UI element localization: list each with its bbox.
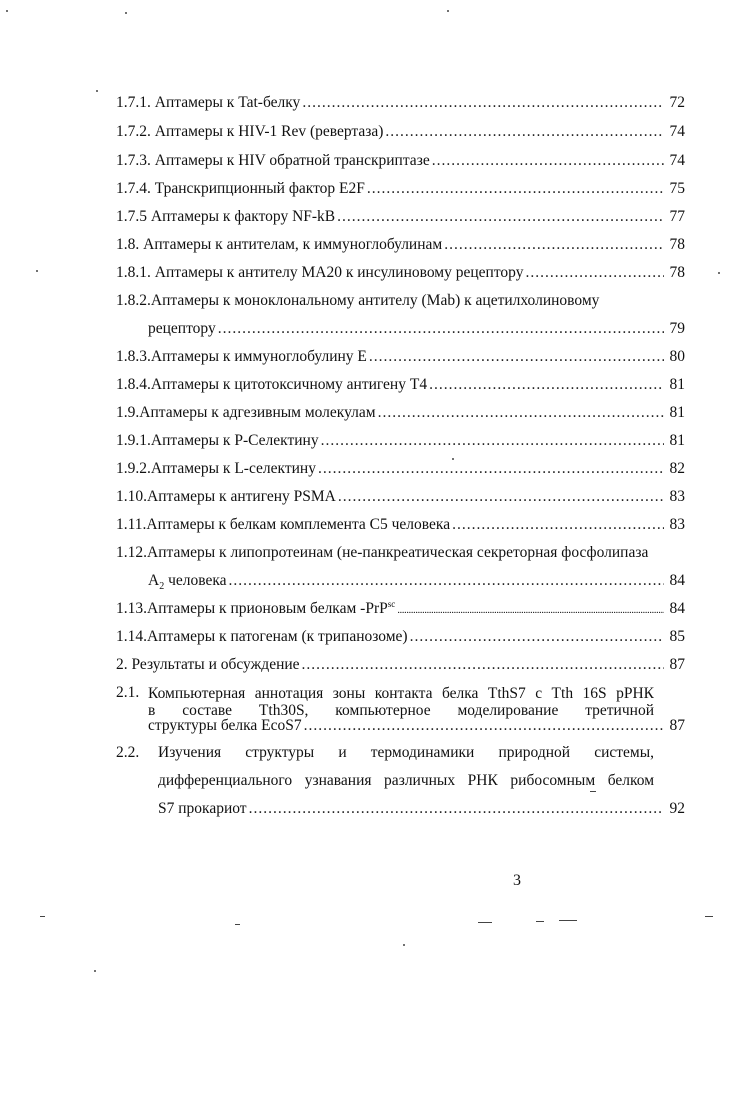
toc-entry-page: 84 — [669, 600, 685, 617]
scan-speck — [125, 12, 127, 14]
toc-leader — [432, 151, 664, 171]
toc-leader — [318, 459, 664, 479]
toc-leader — [525, 263, 664, 283]
toc-entry-title: 1.7.2. Аптамеры к HIV-1 Rev (ревертаза) — [116, 123, 384, 140]
toc-leader — [367, 179, 664, 199]
toc-entry-number: 2.1. — [116, 684, 140, 701]
toc-entry — [116, 93, 685, 113]
toc-entry-page: 74 — [669, 123, 685, 140]
toc-entry — [116, 207, 685, 227]
toc-entry-title: 1.8.2.Аптамеры к моноклональному антителу (Mab) к ацетилхолиновому — [116, 292, 600, 309]
toc-entry-title: 1.8. Аптамеры к антителам, к иммуноглобулинам — [116, 236, 443, 253]
toc-entry-page: 83 — [669, 516, 685, 533]
toc-entry — [116, 375, 685, 395]
toc-entry-title: 1.8.1. Аптамеры к антителу МА20 к инсулиновому рецептору — [116, 264, 524, 281]
scan-speck — [403, 944, 405, 946]
toc-entry-title: S7 прокариот — [158, 800, 247, 817]
toc-entry — [158, 799, 685, 819]
toc-entry-title: 1.9.2.Аптамеры к L-селектину — [116, 460, 316, 477]
toc-entry-page: 74 — [669, 152, 685, 169]
toc-leader — [302, 93, 664, 113]
toc-entry-title: дифференциального узнавания различных РНК рибосомным белком — [158, 772, 654, 789]
toc-entry — [116, 487, 685, 507]
toc-entry-title: 2. Результаты и обсуждение — [116, 656, 300, 673]
toc-entry-page: 82 — [669, 460, 685, 477]
toc-entry-title: 1.7.4. Транскрипционный фактор E2F — [116, 180, 365, 197]
toc-entry-title: 1.8.3.Аптамеры к иммуноглобулину Е — [116, 348, 367, 365]
toc-entry-title: 1.7.1. Аптамеры к Tat-белку — [116, 94, 301, 111]
toc-entry-page: 79 — [669, 320, 685, 337]
toc-entry — [116, 403, 685, 423]
toc-entry — [148, 571, 685, 591]
toc-entry-page: 84 — [669, 572, 685, 589]
toc-leader — [321, 431, 664, 451]
toc-entry-page: 92 — [669, 800, 685, 817]
toc-entry — [116, 459, 685, 479]
toc-entry-title: структуры белка EcoS7 — [148, 717, 302, 734]
scan-speck — [40, 916, 45, 917]
scan-speck — [590, 791, 596, 792]
toc-entry-title: 1.9.Аптамеры к адгезивным молекулам — [116, 404, 376, 421]
toc-leader — [229, 571, 664, 591]
toc-entry-title: 1.7.3. Аптамеры к HIV обратной транскриптазе — [116, 152, 430, 169]
toc-leader — [397, 600, 664, 620]
toc-entry-title-continued: $A_2$ человека — [148, 572, 227, 593]
scan-speck — [94, 970, 96, 972]
toc-entry-page: 87 — [669, 656, 685, 673]
toc-entry — [116, 347, 685, 367]
toc-entry-page: 75 — [669, 180, 685, 197]
scan-speck — [705, 916, 713, 917]
toc-leader — [429, 375, 664, 395]
toc-entry-title: 1.13.Аптамеры к прионовым белкам -PrP$^{sc}$ — [116, 598, 396, 617]
toc-entry-page: 78 — [669, 236, 685, 253]
toc-entry-title: 1.12.Аптамеры к липопротеинам (не-панкреатическая секреторная фосфолипаза — [116, 544, 649, 561]
toc-entry-title: в составе Tth30S, компьютерное моделирование третичной — [148, 702, 654, 719]
toc-leader — [304, 716, 664, 736]
toc-entry-page: 72 — [669, 94, 685, 111]
toc-leader — [369, 347, 664, 367]
scan-speck — [478, 922, 492, 923]
toc-leader — [444, 235, 664, 255]
toc-leader — [385, 122, 664, 142]
toc-entry — [116, 655, 685, 675]
toc-entry-title: Изучения структуры и термодинамики природной системы, — [158, 744, 654, 761]
toc-entry-number: 2.2. — [116, 744, 140, 761]
toc-entry-page: 81 — [669, 432, 685, 449]
toc-entry-page: 85 — [669, 628, 685, 645]
scan-speck — [559, 920, 577, 921]
scan-speck — [36, 270, 38, 272]
toc-entry-page: 78 — [669, 264, 685, 281]
toc-entry — [148, 319, 685, 339]
toc-leader — [338, 487, 664, 507]
toc-entry — [116, 151, 685, 171]
scan-speck — [447, 10, 449, 12]
toc-leader — [337, 207, 664, 227]
toc-entry-title: Компьютерная аннотация зоны контакта белка TthS7 с Tth 16S рРНК — [148, 685, 654, 702]
scan-speck — [452, 458, 454, 460]
toc-entry-page: 80 — [669, 348, 685, 365]
toc-entry-page: 77 — [669, 208, 685, 225]
toc-entry-title: 1.8.4.Аптамеры к цитотоксичному антигену Т4 — [116, 376, 428, 393]
scan-speck — [6, 10, 8, 12]
toc-entry — [116, 515, 685, 535]
scan-speck — [96, 90, 98, 92]
toc-leader — [302, 655, 664, 675]
toc-entry-title: 1.14.Аптамеры к патогенам (к трипанозоме) — [116, 628, 408, 645]
scan-speck — [536, 921, 544, 922]
toc-entry-page: 83 — [669, 488, 685, 505]
toc-entry-page: 81 — [669, 376, 685, 393]
page-number: 3 — [513, 872, 521, 889]
toc-entry — [148, 716, 685, 736]
toc-entry — [116, 627, 685, 647]
toc-leader — [249, 799, 664, 819]
scan-speck — [718, 272, 720, 274]
toc-entry-page: 81 — [669, 404, 685, 421]
toc-leader — [218, 319, 664, 339]
toc-leader — [378, 403, 664, 423]
toc-entry-title: 1.11.Аптамеры к белкам комплемента С5 человека — [116, 516, 451, 533]
toc-entry-title-continued: рецептору — [148, 320, 216, 337]
toc-leader — [410, 627, 664, 647]
scan-speck — [235, 924, 240, 925]
toc-leader — [452, 515, 664, 535]
toc-entry — [116, 431, 685, 451]
toc-entry-page: 87 — [669, 717, 685, 734]
toc-entry — [116, 122, 685, 142]
toc-entry — [116, 235, 685, 255]
toc-entry — [116, 263, 685, 283]
toc-entry-title: 1.10.Аптамеры к антигену PSMA — [116, 488, 336, 505]
toc-entry — [116, 179, 685, 199]
toc-entry — [116, 599, 685, 619]
toc-entry-title: 1.9.1.Аптамеры к Р-Селектину — [116, 432, 319, 449]
toc-entry-title: 1.7.5 Аптамеры к фактору NF-kB — [116, 208, 336, 225]
